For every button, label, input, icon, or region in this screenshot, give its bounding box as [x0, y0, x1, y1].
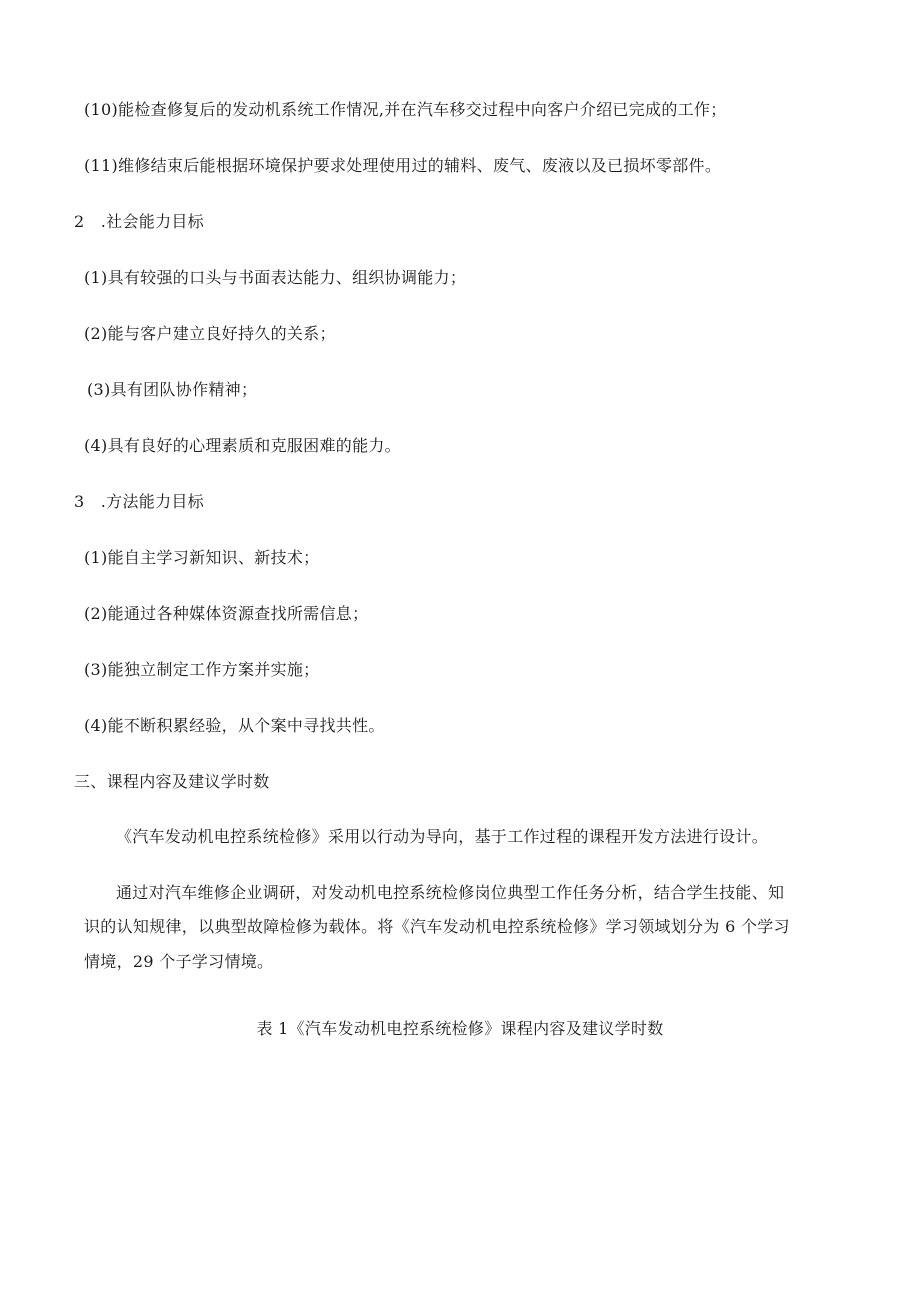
course-content-heading: 三、课程内容及建议学时数 — [74, 772, 270, 791]
method-item-4: (4)能不断积累经验，从个案中寻找共性。 — [84, 716, 385, 735]
learning-domain-paragraph-line-2: 识的认知规律，以典型故障检修为载体。将《汽车发动机电控系统检修》学习领域划分为 6 个学习 — [84, 917, 790, 936]
social-item-1: (1)具有较强的口头与书面表达能力、组织协调能力； — [84, 268, 467, 287]
social-item-4: (4)具有良好的心理素质和克服困难的能力。 — [84, 436, 401, 455]
method-item-1: (1)能自主学习新知识、新技术； — [84, 548, 320, 567]
social-ability-heading: 2 .社会能力目标 — [74, 212, 204, 231]
method-item-2: (2)能通过各种媒体资源查找所需信息； — [84, 604, 369, 623]
method-ability-heading: 3 .方法能力目标 — [74, 492, 204, 511]
learning-domain-paragraph-line-3: 情境，29 个子学习情境。 — [84, 952, 274, 971]
social-item-2: (2)能与客户建立良好持久的关系； — [84, 324, 336, 343]
design-method-paragraph: 《汽车发动机电控系统检修》采用以行动为导向，基于工作过程的课程开发方法进行设计。 — [116, 827, 769, 846]
table-caption: 表 1《汽车发动机电控系统检修》课程内容及建议学时数 — [256, 1019, 664, 1038]
technical-item-10: (10)能检查修复后的发动机系统工作情况,并在汽车移交过程中向客户介绍已完成的工作； — [84, 100, 727, 119]
method-item-3: (3)能独立制定工作方案并实施； — [84, 660, 320, 679]
learning-domain-paragraph-line-1: 通过对汽车维修企业调研，对发动机电控系统检修岗位典型工作任务分析，结合学生技能、知 — [116, 883, 785, 902]
technical-item-11: (11)维修结束后能根据环境保护要求处理使用过的辅料、废气、废液以及已损坏零部件。 — [84, 156, 722, 175]
social-item-3: (3)具有团队协作精神； — [87, 380, 258, 399]
